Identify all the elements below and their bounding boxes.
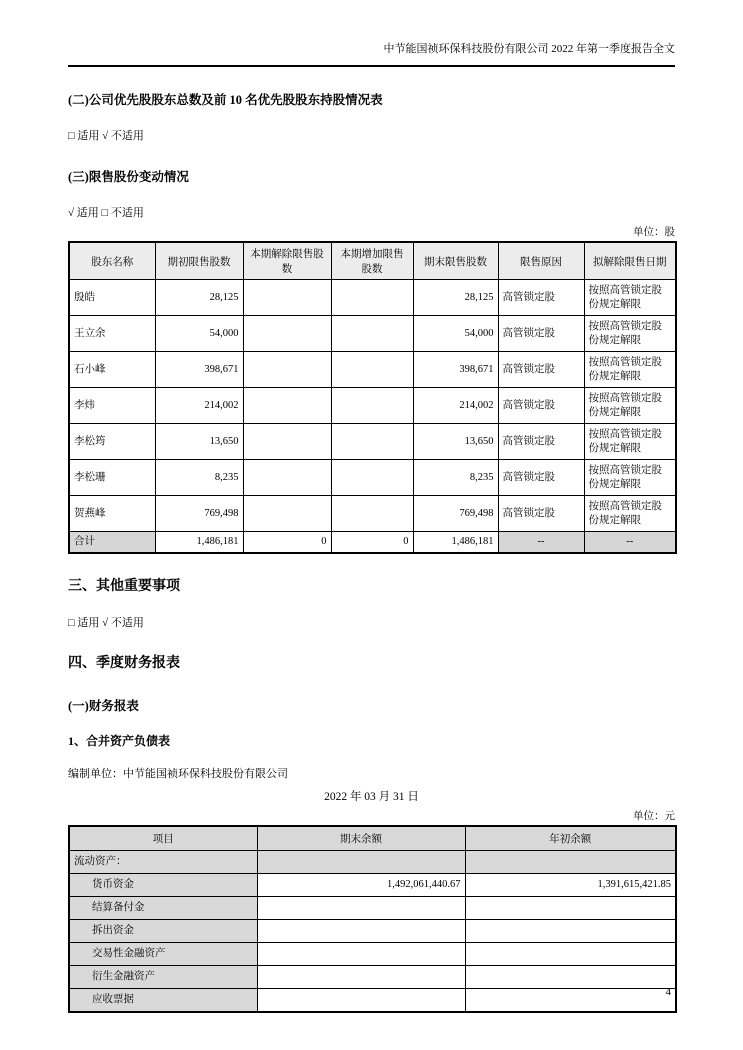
unit-label-yuan: 单位：元 [633,811,675,822]
line-item-cell: 结算备付金 [69,897,257,920]
restricted-shares-table [68,241,677,554]
released-this-period-cell [243,460,331,496]
added-this-period-cell [331,496,413,532]
shareholder-name-cell: 李炜 [69,388,155,424]
table-row [69,316,676,352]
begin-restricted-cell: 398,671 [155,352,243,388]
restriction-reason-cell: 高管锁定股 [498,460,584,496]
begin-restricted-cell: 214,002 [155,388,243,424]
end-balance-cell: 1,492,061,440.67 [257,874,465,897]
unit-label-shares: 单位：股 [633,227,675,238]
begin-balance-cell [465,920,676,943]
end-restricted-cell: 769,498 [413,496,498,532]
planned-release-cell: 按照高管锁定股份规定解限 [584,496,676,532]
begin-balance-cell [465,897,676,920]
shareholder-name-cell: 李松筠 [69,424,155,460]
shareholder-name-cell: 贺燕峰 [69,496,155,532]
released-this-period-cell [243,280,331,316]
begin-restricted-cell: 28,125 [155,280,243,316]
heading-other-matters: 三、其他重要事项 [68,579,180,594]
planned-release-cell: 按照高管锁定股份规定解限 [584,388,676,424]
total-release-cell: -- [584,532,676,554]
statement-date: 2022 年 03 月 31 日 [324,791,419,803]
balance-sheet-table [68,825,677,1013]
line-item-cell: 交易性金融资产 [69,943,257,966]
begin-balance-cell: 1,391,615,421.85 [465,874,676,897]
begin-balance-cell [465,966,676,989]
end-balance-cell [257,851,465,874]
begin-balance-cell [465,943,676,966]
end-restricted-cell: 214,002 [413,388,498,424]
planned-release-cell: 按照高管锁定股份规定解限 [584,460,676,496]
heading-balance-sheet: 1、合并资产负债表 [68,734,171,748]
restriction-reason-cell: 高管锁定股 [498,388,584,424]
total-label-cell: 合计 [69,532,155,554]
column-header: 期末限售股数 [413,242,498,280]
page-header-title: 中节能国祯环保科技股份有限公司 2022 年第一季度报告全文 [68,42,675,67]
total-reason-cell: -- [498,532,584,554]
end-balance-cell [257,989,465,1013]
heading-financial-statements: (一)财务报表 [68,699,139,713]
end-balance-cell [257,943,465,966]
restriction-reason-cell: 高管锁定股 [498,424,584,460]
applicability-preferred-shareholders: □ 适用 √ 不适用 [68,130,144,142]
table-section-row [69,851,676,874]
table-row [69,496,676,532]
end-restricted-cell: 28,125 [413,280,498,316]
planned-release-cell: 按照高管锁定股份规定解限 [584,316,676,352]
line-item-cell: 流动资产： [69,851,257,874]
balance-sheet-table-body [69,851,676,1013]
table-row [69,424,676,460]
table-row [69,388,676,424]
heading-quarterly-statements: 四、季度财务报表 [68,656,180,671]
heading-preferred-shareholders: (二)公司优先股股东总数及前 10 名优先股股东持股情况表 [68,93,383,107]
released-this-period-cell [243,424,331,460]
total-released-cell: 0 [243,532,331,554]
table-row [69,943,676,966]
begin-balance-cell [465,851,676,874]
column-header: 本期增加限售股数 [331,242,413,280]
column-header: 股东名称 [69,242,155,280]
added-this-period-cell [331,388,413,424]
total-end-cell: 1,486,181 [413,532,498,554]
released-this-period-cell [243,352,331,388]
restriction-reason-cell: 高管锁定股 [498,316,584,352]
table-total-row [69,532,676,554]
planned-release-cell: 按照高管锁定股份规定解限 [584,280,676,316]
released-this-period-cell [243,388,331,424]
begin-restricted-cell: 8,235 [155,460,243,496]
column-header: 拟解除限售日期 [584,242,676,280]
restricted-shares-table-header-row [69,242,676,280]
table-row [69,897,676,920]
end-restricted-cell: 398,671 [413,352,498,388]
shareholder-name-cell: 李松珊 [69,460,155,496]
table-row [69,280,676,316]
table-row [69,920,676,943]
end-balance-cell [257,966,465,989]
total-added-cell: 0 [331,532,413,554]
shareholder-name-cell: 王立余 [69,316,155,352]
line-item-cell: 衍生金融资产 [69,966,257,989]
released-this-period-cell [243,496,331,532]
applicability-other-matters: □ 适用 √ 不适用 [68,617,144,629]
prepared-by-line: 编制单位：中节能国祯环保科技股份有限公司 [68,768,288,780]
begin-balance-cell [465,989,676,1013]
table-row [69,874,676,897]
begin-restricted-cell: 769,498 [155,496,243,532]
page-number: 4 [665,986,671,998]
table-row [69,989,676,1013]
line-item-cell: 货币资金 [69,874,257,897]
end-restricted-cell: 8,235 [413,460,498,496]
end-balance-cell [257,920,465,943]
table-row [69,352,676,388]
column-header: 限售原因 [498,242,584,280]
added-this-period-cell [331,352,413,388]
begin-restricted-cell: 13,650 [155,424,243,460]
shareholder-name-cell: 石小峰 [69,352,155,388]
column-header: 项目 [69,826,257,851]
restricted-shares-table-body [69,280,676,554]
restriction-reason-cell: 高管锁定股 [498,352,584,388]
planned-release-cell: 按照高管锁定股份规定解限 [584,424,676,460]
begin-restricted-cell: 54,000 [155,316,243,352]
column-header: 年初余额 [465,826,676,851]
added-this-period-cell [331,316,413,352]
added-this-period-cell [331,460,413,496]
table-row [69,460,676,496]
applicability-restricted-shares: √ 适用 □ 不适用 [68,207,144,219]
restriction-reason-cell: 高管锁定股 [498,280,584,316]
released-this-period-cell [243,316,331,352]
column-header: 期末余额 [257,826,465,851]
heading-restricted-shares: (三)限售股份变动情况 [68,170,189,184]
end-balance-cell [257,897,465,920]
column-header: 期初限售股数 [155,242,243,280]
column-header: 本期解除限售股数 [243,242,331,280]
restriction-reason-cell: 高管锁定股 [498,496,584,532]
added-this-period-cell [331,424,413,460]
balance-sheet-table-header-row [69,826,676,851]
end-restricted-cell: 54,000 [413,316,498,352]
added-this-period-cell [331,280,413,316]
line-item-cell: 拆出资金 [69,920,257,943]
line-item-cell: 应收票据 [69,989,257,1013]
total-begin-cell: 1,486,181 [155,532,243,554]
end-restricted-cell: 13,650 [413,424,498,460]
planned-release-cell: 按照高管锁定股份规定解限 [584,352,676,388]
shareholder-name-cell: 殷皓 [69,280,155,316]
table-row [69,966,676,989]
